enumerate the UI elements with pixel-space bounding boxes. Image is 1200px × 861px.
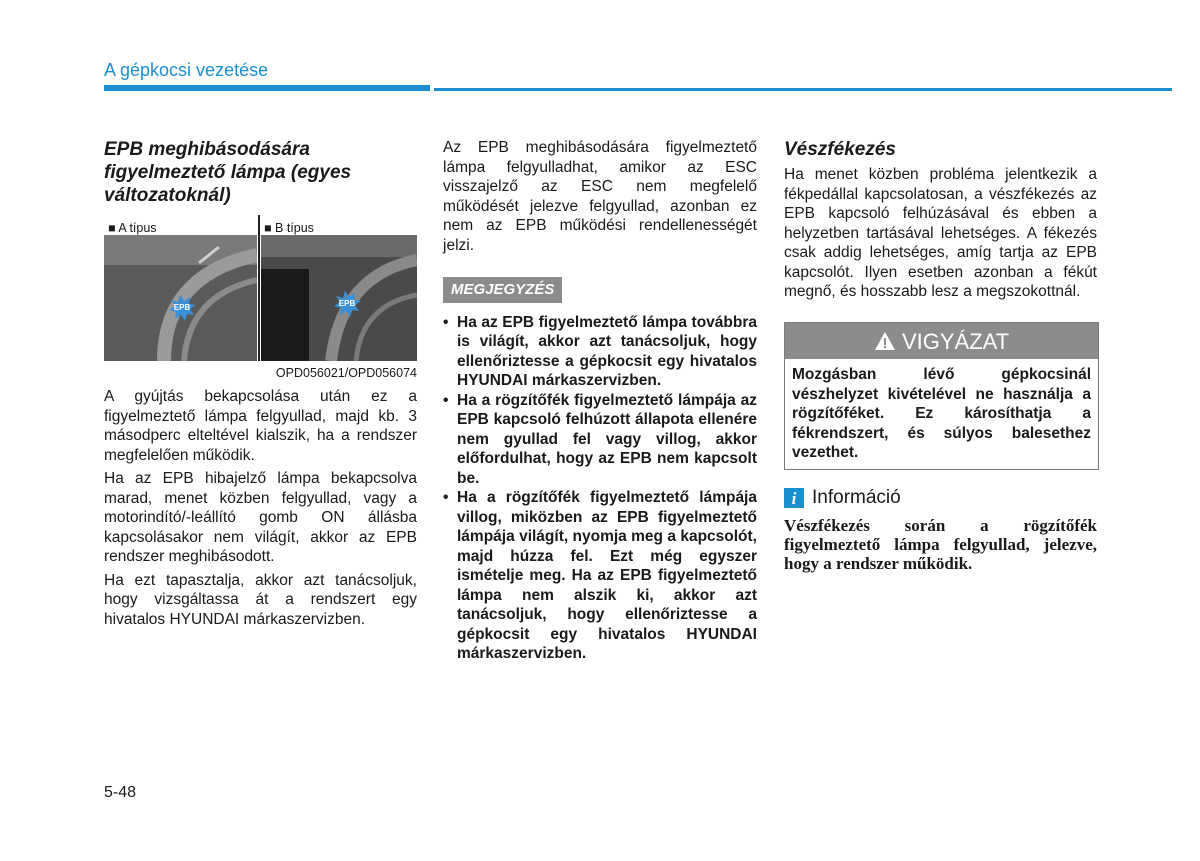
paragraph: Ha menet közben probléma jelentkezik a fékpedállal kapcsolatosan, a vészfékezés az EPB kapcsoló felhúzásával és ebben a helyzetben tartásával lehetséges. A fékezés csak addig lehetséges, amíg tartja az EPB kapcsolót. Ilyen esetben azonban a fékút megnő, és hosszabb lesz a megszokottnál. [784, 166, 1097, 300]
dashboard-image-type-a [104, 235, 257, 361]
info-title: Információ [812, 486, 901, 508]
paragraph: Az EPB meghibásodására figyelmeztető lámpa felgyulladhat, amikor az ESC visszajelző az ESC nem megfelelő működését jelezve felgyullad, azonban ez nem az EPB működési rendellenességét jelzi. [443, 139, 757, 254]
column-left [104, 138, 417, 633]
figure-divider [258, 215, 260, 361]
warning-box [784, 322, 1099, 470]
section-title: A gépkocsi vezetése [104, 60, 269, 80]
lamp-label-b: EPB [338, 299, 356, 308]
list-item: • Ha a rögzítőfék figyelmeztető lámpája villog, miközben az EPB figyelmeztető lámpája világít, nyomja meg a kapcsolót, majd húzza fel. Ezt még egyszer ismételje meg. Ha az EPB figyelmeztető lámpa nem alszik ki, akkor azt tanácsoljuk, hogy ellenőriztesse a gépkocsit egy hivatalos HYUNDAI márkaszervizben. [443, 488, 757, 664]
list-item: • Ha az EPB figyelmeztető lámpa továbbra is világít, akkor azt tanácsoljuk, hogy ellenőriztesse a gépkocsit egy hivatalos HYUNDAI márkaszervizben. [443, 313, 757, 391]
dashboard-image-type-b [261, 235, 417, 361]
column-right [784, 138, 1097, 573]
header-rule-thin [434, 88, 1172, 91]
epb-lamp-figure [104, 215, 417, 385]
info-header [784, 488, 1097, 508]
note-list [443, 313, 757, 664]
list-item: • Ha a rögzítőfék figyelmeztető lámpája az EPB kapcsoló felhúzott állapota ellenére nem gyullad fel vagy villog, akkor előfordulhat, hogy az EPB nem kapcsolt be. [443, 391, 757, 489]
note-label: MEGJEGYZÉS [443, 277, 562, 303]
column-middle [443, 138, 757, 664]
warning-body: Mozgásban lévő gépkocsinál vészhelyzet kivételével ne használja a rögzítőféket. Ez károsíthatja a fékrendszert, és súlyos balesethez vezethet. [792, 366, 1091, 461]
figure-caption-type-b: ■ B típus [264, 221, 314, 235]
emergency-braking-heading: Vészfékezés [784, 139, 896, 160]
warning-title: VIGYÁZAT [901, 328, 1010, 354]
lamp-label-a: EPB [173, 303, 191, 312]
page-number: 5-48 [104, 784, 137, 801]
paragraph: Ha az EPB hibajelző lámpa bekapcsolva marad, menet közben felgyullad, vagy a motorindító/-leállító gomb ON állásba kapcsolásakor nem világít, akkor az EPB rendszer meghibásodott. [104, 470, 417, 565]
paragraph: Ha ezt tapasztalja, akkor azt tanácsoljuk, hogy vizsgáltassa át a rendszert egy hivatalos HYUNDAI márkaszervizben. [104, 571, 417, 628]
figure-code: OPD056021/OPD056074 [275, 365, 417, 380]
warning-triangle-icon [874, 331, 896, 351]
info-icon: i [784, 488, 804, 508]
figure-caption-type-a: ■ A típus [108, 221, 157, 235]
paragraph: A gyújtás bekapcsolása után ez a figyelmeztető lámpa felgyullad, majd kb. 3 másodperc elteltével kialszik, ha a rendszer megfelelően működik. [104, 388, 417, 464]
warning-header [785, 323, 1098, 360]
epb-warning-heading: EPB meghibásodására figyelmeztető lámpa (egyes változatoknál) [104, 139, 352, 206]
header-rule-thick [104, 85, 430, 91]
info-body: Vészfékezés során a rögzítőfék figyelmeztető lámpa felgyullad, jelezve, hogy a rendszer működik. [784, 515, 1097, 573]
